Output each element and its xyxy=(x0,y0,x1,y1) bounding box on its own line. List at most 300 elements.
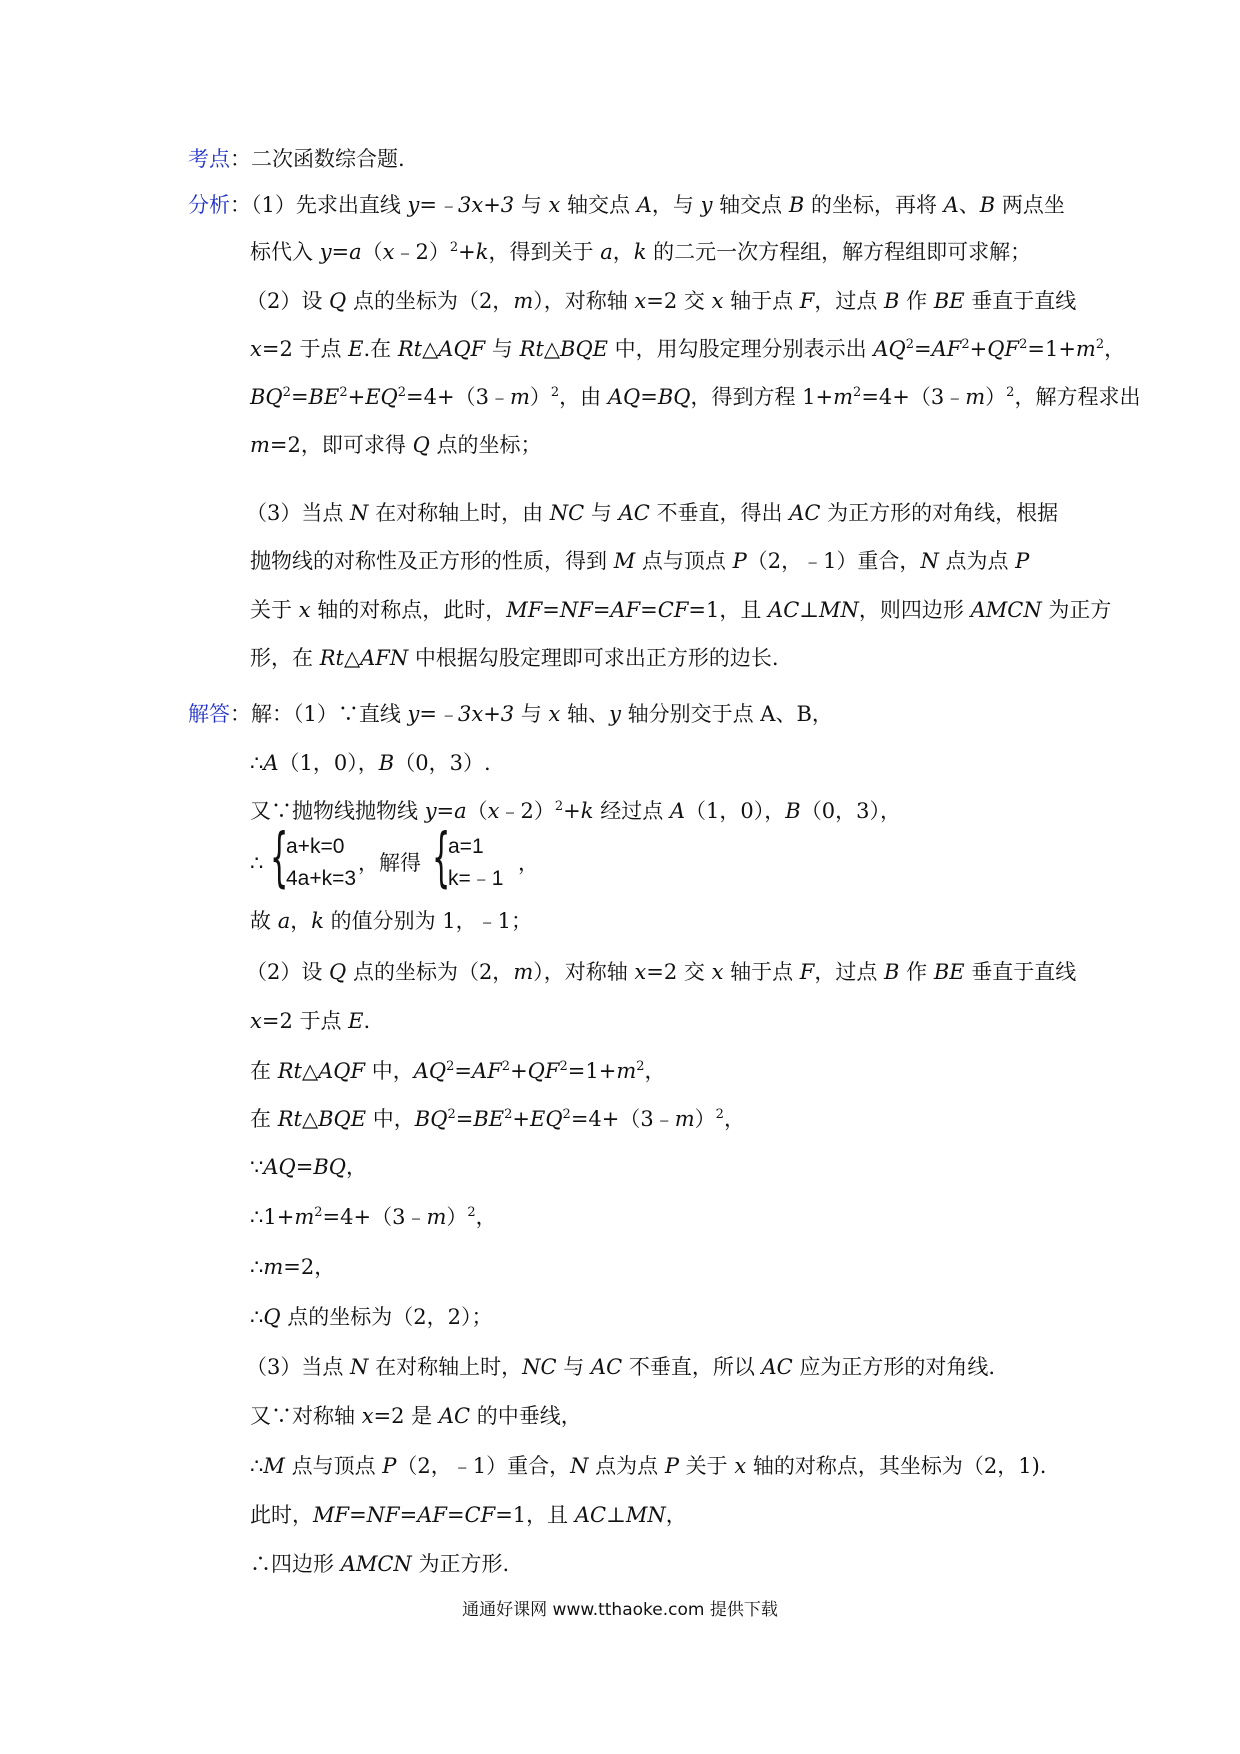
math: x xyxy=(711,289,724,313)
text: 此时， xyxy=(250,1503,313,1527)
jieda-line-7 xyxy=(250,1056,666,1086)
text: 点的坐标； xyxy=(429,433,542,457)
math: AC xyxy=(574,1503,607,1527)
superscript: 2 xyxy=(446,1059,455,1074)
math: NC xyxy=(522,1355,557,1379)
math: QF xyxy=(527,1059,560,1083)
text: ， xyxy=(290,909,312,933)
math: y xyxy=(609,702,621,726)
math: y=a xyxy=(424,799,467,823)
text: （0，3）. xyxy=(394,751,491,775)
math: BE xyxy=(473,1107,505,1131)
jieda-line-9 xyxy=(250,1152,367,1182)
text: =2 交 xyxy=(646,960,712,984)
jieda-label: 解答 xyxy=(188,702,230,726)
math: BQ xyxy=(250,385,283,409)
math: Q xyxy=(329,289,347,313)
math: x xyxy=(250,337,262,361)
math: A xyxy=(263,751,279,775)
math: k xyxy=(580,799,594,823)
jieda-line-12 xyxy=(250,1302,493,1332)
text: ⊥ xyxy=(799,598,820,622)
text: △ xyxy=(422,337,439,361)
text: 作 xyxy=(899,960,934,984)
math: m xyxy=(509,385,530,409)
text: 中根据勾股定理即可求出正方形的边长. xyxy=(408,646,779,670)
jieda-line-4 xyxy=(250,906,532,936)
text: =4+（3﹣ xyxy=(322,1205,427,1229)
jieda-line-2 xyxy=(250,748,491,778)
jieda-line-1 xyxy=(188,699,833,729)
text: =4+（3﹣ xyxy=(406,385,510,409)
fenxi-line-5 xyxy=(250,382,1140,412)
math: x xyxy=(382,240,395,264)
text: 的坐标，再将 xyxy=(804,193,944,217)
text: =2 是 xyxy=(373,1404,439,1428)
math: x xyxy=(634,960,647,984)
text: =1+ xyxy=(567,1059,617,1083)
math: m xyxy=(263,1255,284,1279)
math: k xyxy=(633,240,647,264)
solution-1: a=1 xyxy=(448,835,484,858)
text: 的二元一次方程组，解方程组即可求解； xyxy=(646,240,1032,264)
math: AMCN xyxy=(970,598,1042,622)
text: ， xyxy=(665,1503,687,1527)
math: x xyxy=(548,193,561,217)
text: ） xyxy=(446,1205,468,1229)
text: ∴ xyxy=(250,1255,264,1279)
math: MN xyxy=(819,598,859,622)
text: 与 xyxy=(514,193,549,217)
text: ∴ xyxy=(250,1305,264,1329)
text: ⊥ xyxy=(606,1503,626,1527)
text: 轴分别交于点 A、B， xyxy=(620,702,833,726)
text: 又∵对称轴 xyxy=(250,1404,362,1428)
math: m xyxy=(513,960,534,984)
text: 点的坐标为（2， xyxy=(346,960,514,984)
text: ∴ xyxy=(250,1454,264,1478)
superscript: 2 xyxy=(397,385,407,400)
math: MF=NF=AF=CF xyxy=(313,1503,496,1527)
equation-system xyxy=(250,821,550,895)
math: N xyxy=(570,1454,589,1478)
text: ， xyxy=(1104,337,1126,361)
solution-2: k=﹣1 xyxy=(448,867,504,890)
fenxi-line-1 xyxy=(188,190,1065,220)
text: ：解：（1）∵直线 xyxy=(230,702,408,726)
math: EQ xyxy=(365,385,398,409)
fenxi-line-4 xyxy=(250,334,1125,364)
text: （1，0）， xyxy=(685,799,786,823)
text: ），对称轴 xyxy=(533,289,635,313)
text: 标代入 xyxy=(250,240,320,264)
math: A xyxy=(943,193,959,217)
math: x xyxy=(734,1454,747,1478)
text: （2）设 xyxy=(246,960,330,984)
fenxi-line-7 xyxy=(246,498,1058,528)
text: =2 于点 xyxy=(261,1009,349,1033)
math: x xyxy=(711,960,724,984)
jieda-line-10 xyxy=(250,1202,497,1232)
math: x xyxy=(361,1404,374,1428)
math: m xyxy=(294,1205,315,1229)
text: （ xyxy=(361,240,383,264)
text: 经过点 xyxy=(593,799,670,823)
math: B xyxy=(378,751,395,775)
math: F xyxy=(799,289,815,313)
math: P xyxy=(1015,549,1030,573)
text: （3）当点 xyxy=(246,1355,351,1379)
math: x xyxy=(487,799,500,823)
text: ，与 xyxy=(651,193,701,217)
text: + xyxy=(969,337,988,361)
math: M xyxy=(263,1454,285,1478)
math: m xyxy=(616,1059,637,1083)
math: Q xyxy=(412,433,430,457)
fenxi-line-10 xyxy=(250,643,779,673)
text: 轴于点 xyxy=(723,289,800,313)
superscript: 2 xyxy=(559,1059,568,1074)
math: QF xyxy=(987,337,1020,361)
text: 的中垂线， xyxy=(470,1404,582,1428)
text: 中， xyxy=(366,1107,415,1131)
therefore-symbol: ∴ xyxy=(250,851,264,875)
text: 轴的对称点，此时， xyxy=(310,598,507,622)
text: 形，在 xyxy=(250,646,320,670)
math: Rt xyxy=(277,1107,302,1131)
text: ） xyxy=(529,385,551,409)
text: 为正方 xyxy=(1041,598,1112,622)
text: 关于 xyxy=(679,1454,735,1478)
math: Rt xyxy=(319,646,344,670)
superscript: 2 xyxy=(282,385,291,400)
math: m xyxy=(250,433,270,457)
text: 点与顶点 xyxy=(284,1454,383,1478)
kaodian-text: ：二次函数综合题. xyxy=(230,147,405,171)
text: 点为点 xyxy=(588,1454,665,1478)
text: ） xyxy=(985,385,1007,409)
text: =1，且 xyxy=(688,598,769,622)
math: Q xyxy=(263,1305,281,1329)
text: ），对称轴 xyxy=(533,960,635,984)
math: AQ xyxy=(873,337,906,361)
page-footer: 通通好课网 www.tthaoke.com 提供下载 xyxy=(462,1600,778,1620)
superscript: 2 xyxy=(449,240,459,255)
text: （2，﹣1）重合， xyxy=(396,1454,571,1478)
math: AFN xyxy=(360,646,409,670)
math: AC xyxy=(618,501,650,525)
math: B xyxy=(884,289,900,313)
math: B xyxy=(788,193,805,217)
text: ﹣2） xyxy=(499,799,555,823)
text: 轴、 xyxy=(560,702,610,726)
superscript: 2 xyxy=(905,337,915,352)
text: 与 xyxy=(584,501,619,525)
superscript: 2 xyxy=(562,1107,571,1122)
text: 中，用勾股定理分别表示出 xyxy=(608,337,874,361)
text: =1+ xyxy=(1027,337,1076,361)
text: （2，﹣1）重合， xyxy=(746,549,921,573)
text: 在 xyxy=(250,1107,278,1131)
math: m xyxy=(426,1205,447,1229)
math: Q xyxy=(329,960,347,984)
math: MF=NF=AF=CF xyxy=(506,598,689,622)
text: 点与顶点 xyxy=(635,549,733,573)
text: + xyxy=(510,1059,528,1083)
math: m xyxy=(513,289,534,313)
text: 故 xyxy=(250,909,278,933)
superscript: 2 xyxy=(501,1059,511,1074)
superscript: 2 xyxy=(715,1107,724,1122)
text: △ xyxy=(343,646,361,670)
math: B xyxy=(979,193,996,217)
math: BE xyxy=(933,960,965,984)
math: x xyxy=(250,1009,262,1033)
jieda-line-11 xyxy=(250,1252,335,1282)
math: N xyxy=(920,549,939,573)
text: 不垂直，得出 xyxy=(649,501,790,525)
text: =2 于点 xyxy=(261,337,349,361)
math: M xyxy=(613,549,636,573)
superscript: 2 xyxy=(447,1107,456,1122)
fenxi-line-6 xyxy=(250,430,541,460)
math: E xyxy=(348,1009,364,1033)
math: m xyxy=(833,385,854,409)
superscript: 2 xyxy=(504,1107,513,1122)
math: AF xyxy=(931,337,962,361)
kaodian-line xyxy=(188,144,405,174)
math: A xyxy=(636,193,652,217)
text: =2 交 xyxy=(646,289,712,313)
text: =4+（3﹣ xyxy=(861,385,966,409)
text: ） xyxy=(694,1107,716,1131)
math: m xyxy=(1075,337,1096,361)
left-brace-2: { xyxy=(432,821,451,895)
text: 、 xyxy=(958,193,980,217)
text: 在对称轴上时，由 xyxy=(368,501,550,525)
math: AQ=BQ xyxy=(263,1155,347,1179)
text: 两点坐 xyxy=(995,193,1065,217)
text: + xyxy=(458,240,476,264)
math: AF xyxy=(472,1059,502,1083)
math: NC xyxy=(549,501,585,525)
math: BQ xyxy=(414,1107,448,1131)
text: 轴交点 xyxy=(712,193,789,217)
math: y=﹣3x+3 xyxy=(407,193,515,217)
text: ∵ xyxy=(250,1155,264,1179)
superscript: 2 xyxy=(1095,337,1105,352)
text: 抛物线的对称性及正方形的性质，得到 xyxy=(250,549,614,573)
text: 轴的对称点，其坐标为（2，1). xyxy=(746,1454,1047,1478)
text: 中， xyxy=(365,1059,414,1083)
solve-label: ，解得 xyxy=(358,851,421,875)
math: AC xyxy=(438,1404,471,1428)
text: （ xyxy=(466,799,488,823)
text: （1，0）， xyxy=(278,751,379,775)
math: x xyxy=(634,289,647,313)
math: y=﹣3x+3 xyxy=(407,702,515,726)
math: a xyxy=(600,240,613,264)
text: = xyxy=(914,337,932,361)
math: P xyxy=(732,549,747,573)
text: 为正方形的对角线，根据 xyxy=(820,501,1059,525)
jieda-line-6 xyxy=(250,1006,370,1036)
text: =4+（3﹣ xyxy=(570,1107,675,1131)
text: 轴交点 xyxy=(560,193,637,217)
text: ， xyxy=(612,240,634,264)
superscript: 2 xyxy=(554,799,564,814)
math: AC xyxy=(761,1355,793,1379)
text: ，解方程求出 xyxy=(1014,385,1141,409)
superscript: 2 xyxy=(467,1205,476,1220)
text: 与 xyxy=(556,1355,591,1379)
text: 在 xyxy=(250,1059,278,1083)
math: k xyxy=(475,240,489,264)
text: （0，3）， xyxy=(800,799,901,823)
text: ， xyxy=(723,1107,745,1131)
jieda-line-8 xyxy=(250,1104,745,1134)
math: Rt xyxy=(277,1059,302,1083)
jieda-line-17 xyxy=(250,1549,509,1579)
math: BE xyxy=(933,289,965,313)
superscript: 2 xyxy=(961,337,970,352)
math: BQE xyxy=(318,1107,367,1131)
text: 点的坐标为（2， xyxy=(346,289,514,313)
jieda-line-16 xyxy=(250,1500,687,1530)
math: BQE xyxy=(560,337,608,361)
math: MN xyxy=(625,1503,666,1527)
math: P xyxy=(664,1454,679,1478)
text: ，过点 xyxy=(814,960,885,984)
math: m xyxy=(965,385,986,409)
fenxi-line-2 xyxy=(250,237,1031,267)
fenxi-line-8 xyxy=(250,546,1029,576)
text: 轴于点 xyxy=(723,960,800,984)
superscript: 2 xyxy=(853,385,862,400)
math: Rt xyxy=(397,337,423,361)
math: E xyxy=(348,337,364,361)
text: 在对称轴上时， xyxy=(368,1355,523,1379)
text: .在 xyxy=(363,337,398,361)
text: = xyxy=(454,1059,473,1083)
text: △ xyxy=(543,337,561,361)
math: EQ xyxy=(529,1107,563,1131)
text: =2，即可求得 xyxy=(269,433,413,457)
text: 不垂直，所以 xyxy=(622,1355,762,1379)
comma: ， xyxy=(518,851,539,875)
math: y xyxy=(700,193,713,217)
text: 的值分别为 1，﹣1； xyxy=(323,909,533,933)
jieda-line-14 xyxy=(250,1401,582,1431)
text: 点为点 xyxy=(938,549,1016,573)
text: 作 xyxy=(899,289,934,313)
math: A xyxy=(669,799,686,823)
text: 应为正方形的对角线. xyxy=(792,1355,996,1379)
text: = xyxy=(290,385,309,409)
left-brace: { xyxy=(270,821,289,895)
text: 与 xyxy=(514,702,549,726)
superscript: 2 xyxy=(314,1205,323,1220)
text: ：（1）先求出直线 xyxy=(230,193,408,217)
text: =2， xyxy=(283,1255,336,1279)
text: 与 xyxy=(485,337,520,361)
jieda-line-13 xyxy=(246,1352,995,1382)
text: ∴ xyxy=(250,751,264,775)
superscript: 2 xyxy=(550,385,560,400)
text: ∴四边形 xyxy=(250,1552,341,1576)
math: AC xyxy=(590,1355,623,1379)
jieda-line-5 xyxy=(246,957,1076,987)
text: =1，且 xyxy=(495,1503,575,1527)
text: + xyxy=(347,385,366,409)
math: Rt xyxy=(519,337,544,361)
text: 垂直于直线 xyxy=(964,289,1077,313)
kaodian-label: 考点 xyxy=(188,147,230,171)
math: AQ=BQ xyxy=(607,385,691,409)
math: B xyxy=(884,960,900,984)
text: △ xyxy=(301,1059,319,1083)
text: + xyxy=(512,1107,530,1131)
math: N xyxy=(350,1355,369,1379)
jieda-line-15 xyxy=(250,1451,1046,1481)
text: ，由 xyxy=(559,385,608,409)
text: . xyxy=(363,1009,371,1033)
text: （2）设 xyxy=(246,289,330,313)
math: AQ xyxy=(413,1059,447,1083)
text: ﹣2） xyxy=(394,240,450,264)
math: y=a xyxy=(319,240,362,264)
text: （3）当点 xyxy=(246,501,351,525)
text: 又∵抛物线抛物线 xyxy=(250,799,425,823)
math: AC xyxy=(789,501,821,525)
fenxi-line-3 xyxy=(246,286,1076,316)
text: ，则四边形 xyxy=(858,598,971,622)
math: P xyxy=(382,1454,397,1478)
math: k xyxy=(311,909,324,933)
superscript: 2 xyxy=(1019,337,1028,352)
math: a xyxy=(277,909,291,933)
text: 点的坐标为（2，2）； xyxy=(280,1305,493,1329)
math: F xyxy=(799,960,815,984)
text: 为正方形. xyxy=(411,1552,510,1576)
math: x xyxy=(298,598,311,622)
text: + xyxy=(563,799,581,823)
text: △ xyxy=(301,1107,319,1131)
math: x xyxy=(548,702,561,726)
text: ，得到关于 xyxy=(488,240,601,264)
math: m xyxy=(674,1107,695,1131)
text: 垂直于直线 xyxy=(964,960,1077,984)
superscript: 2 xyxy=(636,1059,645,1074)
math: AQF xyxy=(318,1059,366,1083)
fenxi-line-9 xyxy=(250,595,1111,625)
superscript: 2 xyxy=(339,385,348,400)
text: ，得到方程 1+ xyxy=(690,385,834,409)
fenxi-label: 分析 xyxy=(188,193,230,217)
math: N xyxy=(350,501,369,525)
text: ， xyxy=(475,1205,497,1229)
math: AQF xyxy=(438,337,486,361)
text: ， xyxy=(644,1059,666,1083)
math: BE xyxy=(308,385,340,409)
text: 关于 xyxy=(250,598,299,622)
math: AC xyxy=(768,598,800,622)
text: ，过点 xyxy=(814,289,885,313)
jieda-line-3 xyxy=(250,796,901,826)
equation-1: a+k=0 xyxy=(286,835,345,858)
text: ， xyxy=(346,1155,368,1179)
superscript: 2 xyxy=(1006,385,1015,400)
